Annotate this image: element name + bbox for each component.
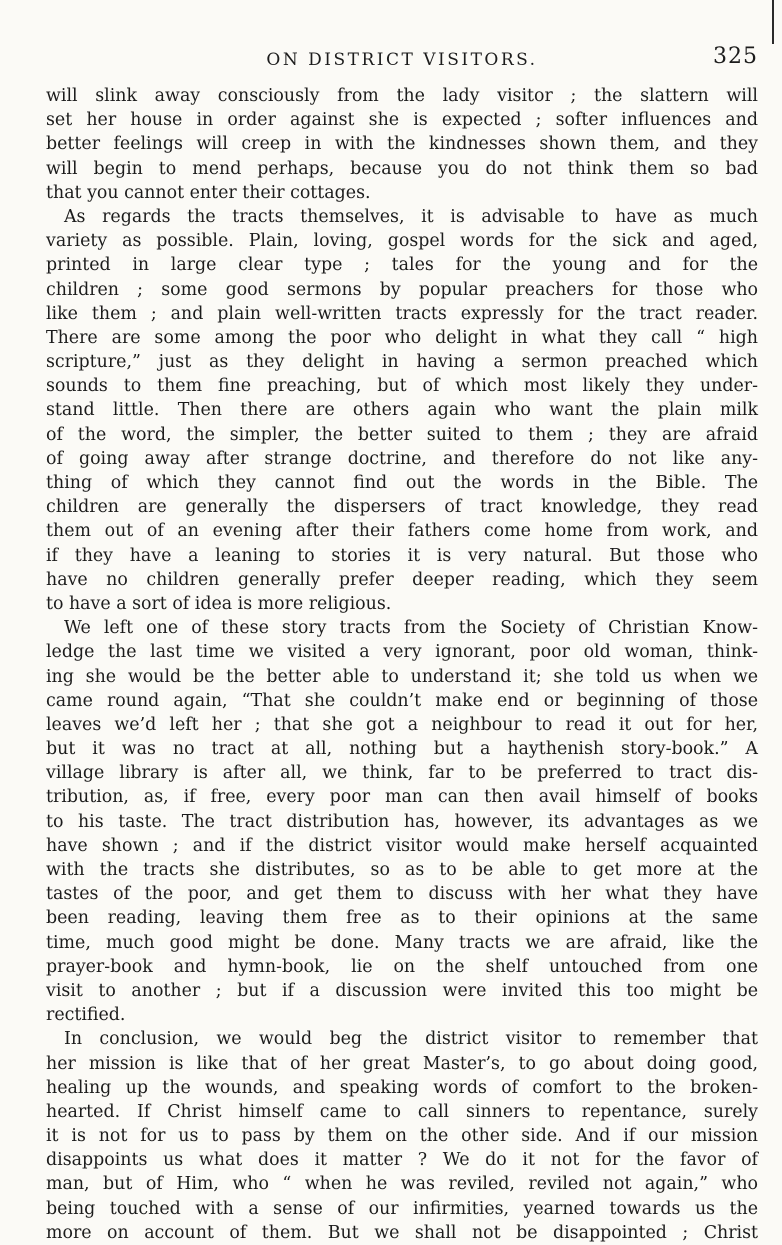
book-page: [46, 44, 758, 1245]
text-line: that you cannot enter their cottages.: [46, 182, 371, 203]
text-line: them out of an evening after their fathers come home from work, and: [46, 521, 758, 542]
text-line: set her house in order against she is expected ; softer influences and: [46, 110, 758, 131]
text-line: scripture,” just as they delight in having a sermon preached which: [46, 352, 758, 373]
text-line: There are some among the poor who delight in what they call “ high: [46, 327, 758, 348]
text-line: to have a sort of idea is more religious.: [46, 593, 392, 614]
text-line: but it was no tract at all, nothing but a haythenish story-book.” A: [46, 739, 758, 760]
text-line: thing of which they cannot find out the words in the Bible. The: [46, 473, 758, 493]
text-line: have no children generally prefer deeper reading, which they seem: [46, 569, 758, 590]
body-text: [46, 84, 758, 1245]
text-line: disappoints us what does it matter ? We do it not for the favor of: [46, 1150, 758, 1171]
text-line: variety as possible. Plain, loving, gospel words for the sick and aged,: [46, 231, 758, 252]
page-number: 325: [713, 44, 758, 69]
text-line: to his taste. The tract distribution has, however, its advantages as we: [46, 811, 758, 832]
text-line: have shown ; and if the district visitor would make herself acquainted: [46, 835, 758, 856]
text-line: tribution, as, if free, every poor man can then avail himself of books: [46, 787, 758, 808]
text-line: like them ; and plain well-written tracts expressly for the tract reader.: [46, 303, 758, 324]
text-line: it is not for us to pass by them on the other side. And if our mission: [46, 1126, 758, 1147]
text-line: will begin to mend perhaps, because you do not think them so bad: [46, 158, 758, 179]
text-line: As regards the tracts themselves, it is advisable to have as much: [64, 206, 758, 227]
page-edge-rule: [772, 0, 774, 44]
text-line: man, but of Him, who “ when he was reviled, reviled not again,” who: [46, 1174, 758, 1195]
text-line: children ; some good sermons by popular preachers for those who: [46, 279, 758, 300]
text-line: being touched with a sense of our infirmities, yearned towards us the: [46, 1198, 758, 1219]
text-line: of going away after strange doctrine, and therefore do not like any-: [46, 448, 758, 469]
text-line: tastes of the poor, and get them to discuss with her what they have: [46, 884, 758, 905]
text-line: with the tracts she distributes, so as to be able to get more at the: [46, 860, 758, 880]
text-line: prayer-book and hymn-book, lie on the shelf untouched from one: [46, 956, 758, 977]
text-line: rectified.: [46, 1005, 126, 1026]
running-title: ON DISTRICT VISITORS.: [266, 50, 538, 70]
text-line: been reading, leaving them free as to their opinions at the same: [46, 908, 758, 929]
text-line: printed in large clear type ; tales for the young and for the: [46, 255, 758, 276]
text-line: ledge the last time we visited a very ignorant, poor old woman, think-: [46, 642, 758, 663]
text-line: leaves we’d left her ; that she got a neighbour to read it out for her,: [46, 714, 758, 735]
text-line: healing up the wounds, and speaking words of comfort to the broken-: [46, 1077, 758, 1098]
text-line: We left one of these story tracts from the Society of Christian Know-: [64, 618, 758, 639]
text-line: hearted. If Christ himself came to call sinners to repentance, surely: [46, 1101, 758, 1122]
text-line: children are generally the dispersers of tract knowledge, they read: [46, 497, 758, 518]
text-line: visit to another ; but if a discussion were invited this too might be: [46, 980, 758, 1001]
text-line: came round again, “That she couldn’t make end or beginning of those: [46, 690, 758, 711]
text-line: will slink away consciously from the lady visitor ; the slattern will: [46, 86, 758, 106]
page-header: [46, 44, 758, 84]
text-line: her mission is like that of her great Master’s, to go about doing good,: [46, 1053, 758, 1074]
text-line: time, much good might be done. Many tracts we are afraid, like the: [46, 932, 758, 953]
text-line: ing she would be the better able to understand it; she told us when we: [46, 666, 758, 687]
text-line: better feelings will creep in with the kindnesses shown them, and they: [46, 134, 758, 155]
text-line: stand little. Then there are others again who want the plain milk: [46, 400, 758, 421]
text-line: In conclusion, we would beg the district visitor to remember that: [64, 1029, 758, 1050]
text-line: of the word, the simpler, the better suited to them ; they are afraid: [46, 424, 758, 445]
text-line: sounds to them fine preaching, but of which most likely they under-: [46, 376, 758, 397]
text-line: more on account of them. But we shall not be disappointed ; Christ: [46, 1222, 758, 1243]
text-line: if they have a leaning to stories it is very natural. But those who: [46, 545, 758, 566]
text-line: village library is after all, we think, far to be preferred to tract dis-: [46, 763, 758, 784]
